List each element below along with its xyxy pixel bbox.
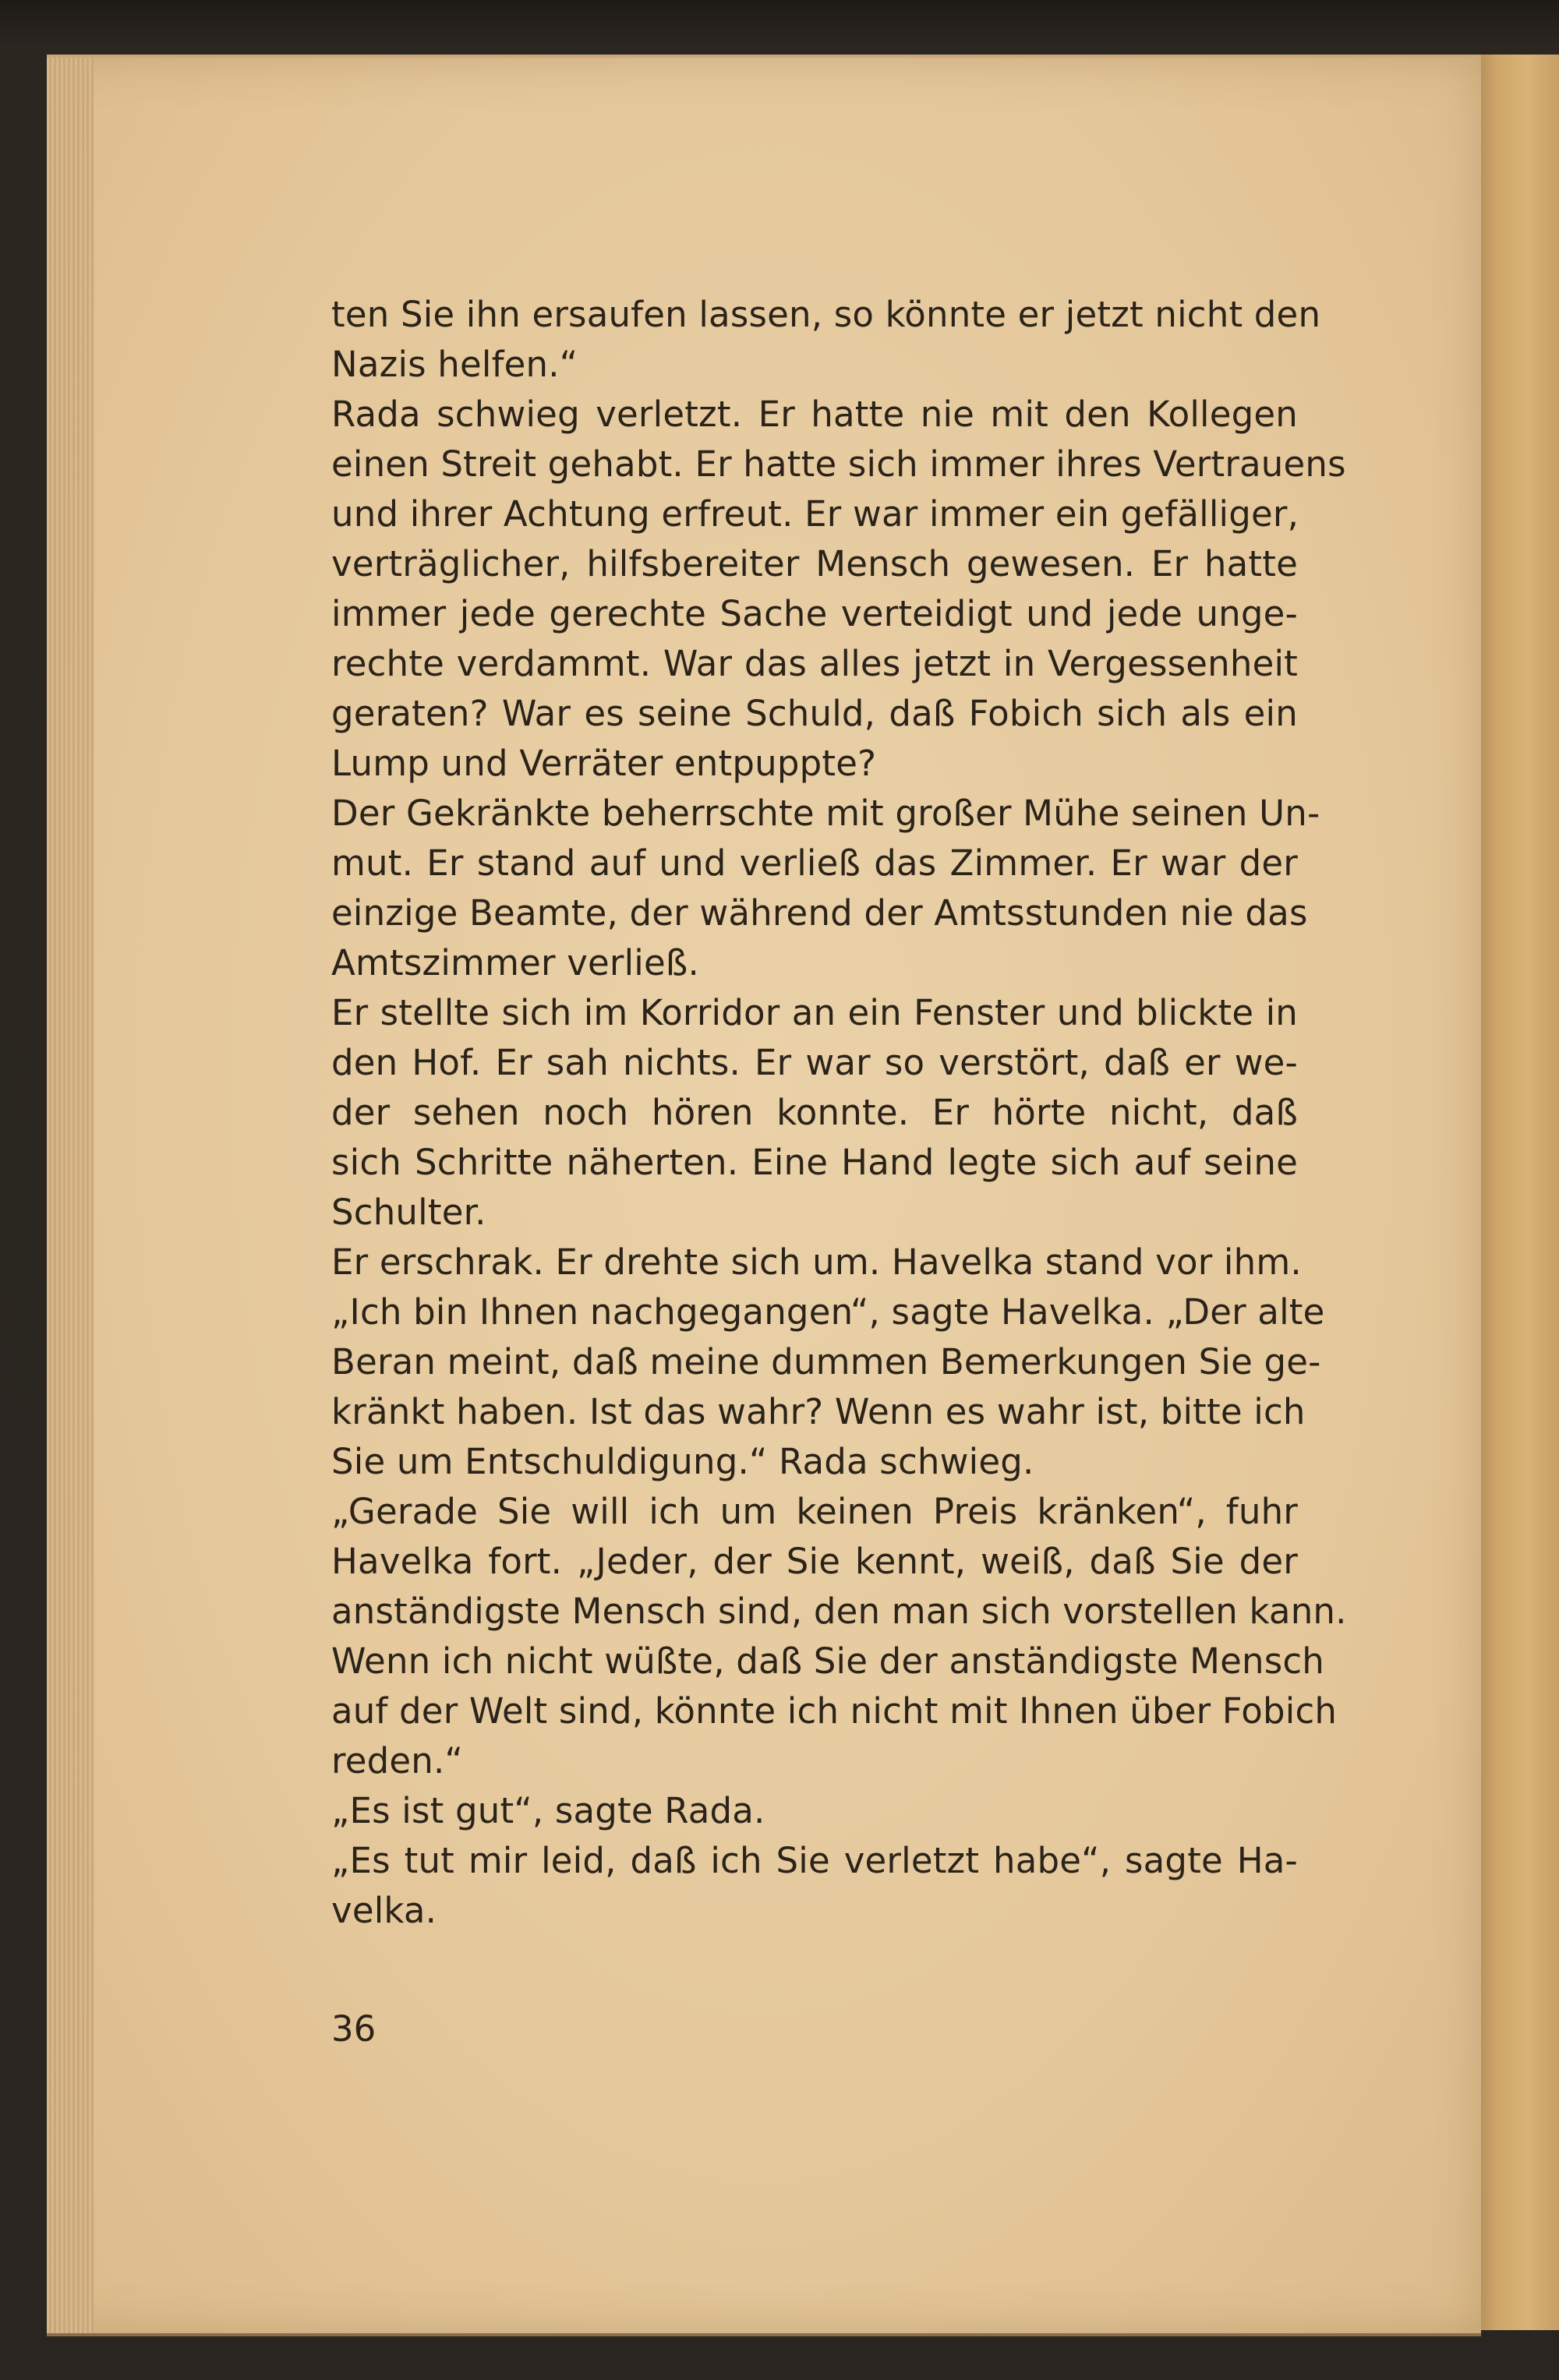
text-line: reden.“ [331,1740,463,1781]
text-line: „Es ist gut“, sagte Rada. [331,1790,765,1831]
text-line: und ihrer Achtung erfreut. Er war immer ein gefälliger, [331,493,1299,535]
text-line: anständigste Mensch sind, den man sich vorstellen kann. [331,1591,1347,1632]
text-line: Der Gekränkte beherrschte mit großer Mühe seinen Un- [331,793,1320,834]
text-line: verträglicher, hilfsbereiter Mensch gewesen. Er hatte [331,543,1298,584]
text-line: der sehen noch hören konnte. Er hörte nicht, daß [331,1092,1298,1133]
text-line: „Es tut mir leid, daß ich Sie verletzt habe“, sagte Ha- [331,1840,1298,1881]
text-line: velka. [331,1890,437,1931]
text-line: Nazis helfen.“ [331,344,578,385]
text-line: auf der Welt sind, könnte ich nicht mit Ihnen über Fobich [331,1690,1338,1732]
text-line: Havelka fort. „Jeder, der Sie kennt, weiß, daß Sie der [331,1541,1298,1582]
text-line: sich Schritte näherten. Eine Hand legte sich auf seine [331,1142,1298,1183]
text-line: Sie um Entschuldigung.“ Rada schwieg. [331,1441,1034,1482]
text-line: geraten? War es seine Schuld, daß Fobich sich als ein [331,693,1298,734]
book-cover-edge [1481,55,1559,2330]
page-edges [47,58,94,2333]
text-line: Amtszimmer verließ. [331,942,699,983]
text-line: einzige Beamte, der während der Amtsstunden nie das [331,892,1308,934]
page-number: 36 [331,2008,376,2050]
text-line: rechte verdammt. War das alles jetzt in Vergessenheit [331,643,1298,684]
text-line: immer jede gerechte Sache verteidigt und jede unge- [331,593,1298,634]
text-line: kränkt haben. Ist das wahr? Wenn es wahr ist, bitte ich [331,1391,1306,1432]
text-line: „Gerade Sie will ich um keinen Preis kränken“, fuhr [331,1491,1298,1532]
text-line: einen Streit gehabt. Er hatte sich immer ihres Vertrauens [331,443,1346,485]
text-line: Er stellte sich im Korridor an ein Fenster und blickte in [331,992,1298,1033]
text-line: Er erschrak. Er drehte sich um. Havelka stand vor ihm. [331,1241,1302,1283]
text-line: den Hof. Er sah nichts. Er war so verstört, daß er we- [331,1042,1298,1083]
text-line: Rada schwieg verletzt. Er hatte nie mit den Kollegen [331,394,1298,435]
text-line: Schulter. [331,1192,486,1233]
text-line: mut. Er stand auf und verließ das Zimmer. Er war der [331,842,1298,884]
text-line: Wenn ich nicht wüßte, daß Sie der anständigste Mensch [331,1640,1325,1682]
text-line: „Ich bin Ihnen nachgegangen“, sagte Havelka. „Der alte [331,1291,1325,1333]
body-text [331,290,1347,1936]
text-line: Lump und Verräter entpuppte? [331,743,877,784]
text-line: Beran meint, daß meine dummen Bemerkungen Sie ge- [331,1341,1321,1382]
text-line: ten Sie ihn ersaufen lassen, so könnte er jetzt nicht den [331,294,1321,335]
